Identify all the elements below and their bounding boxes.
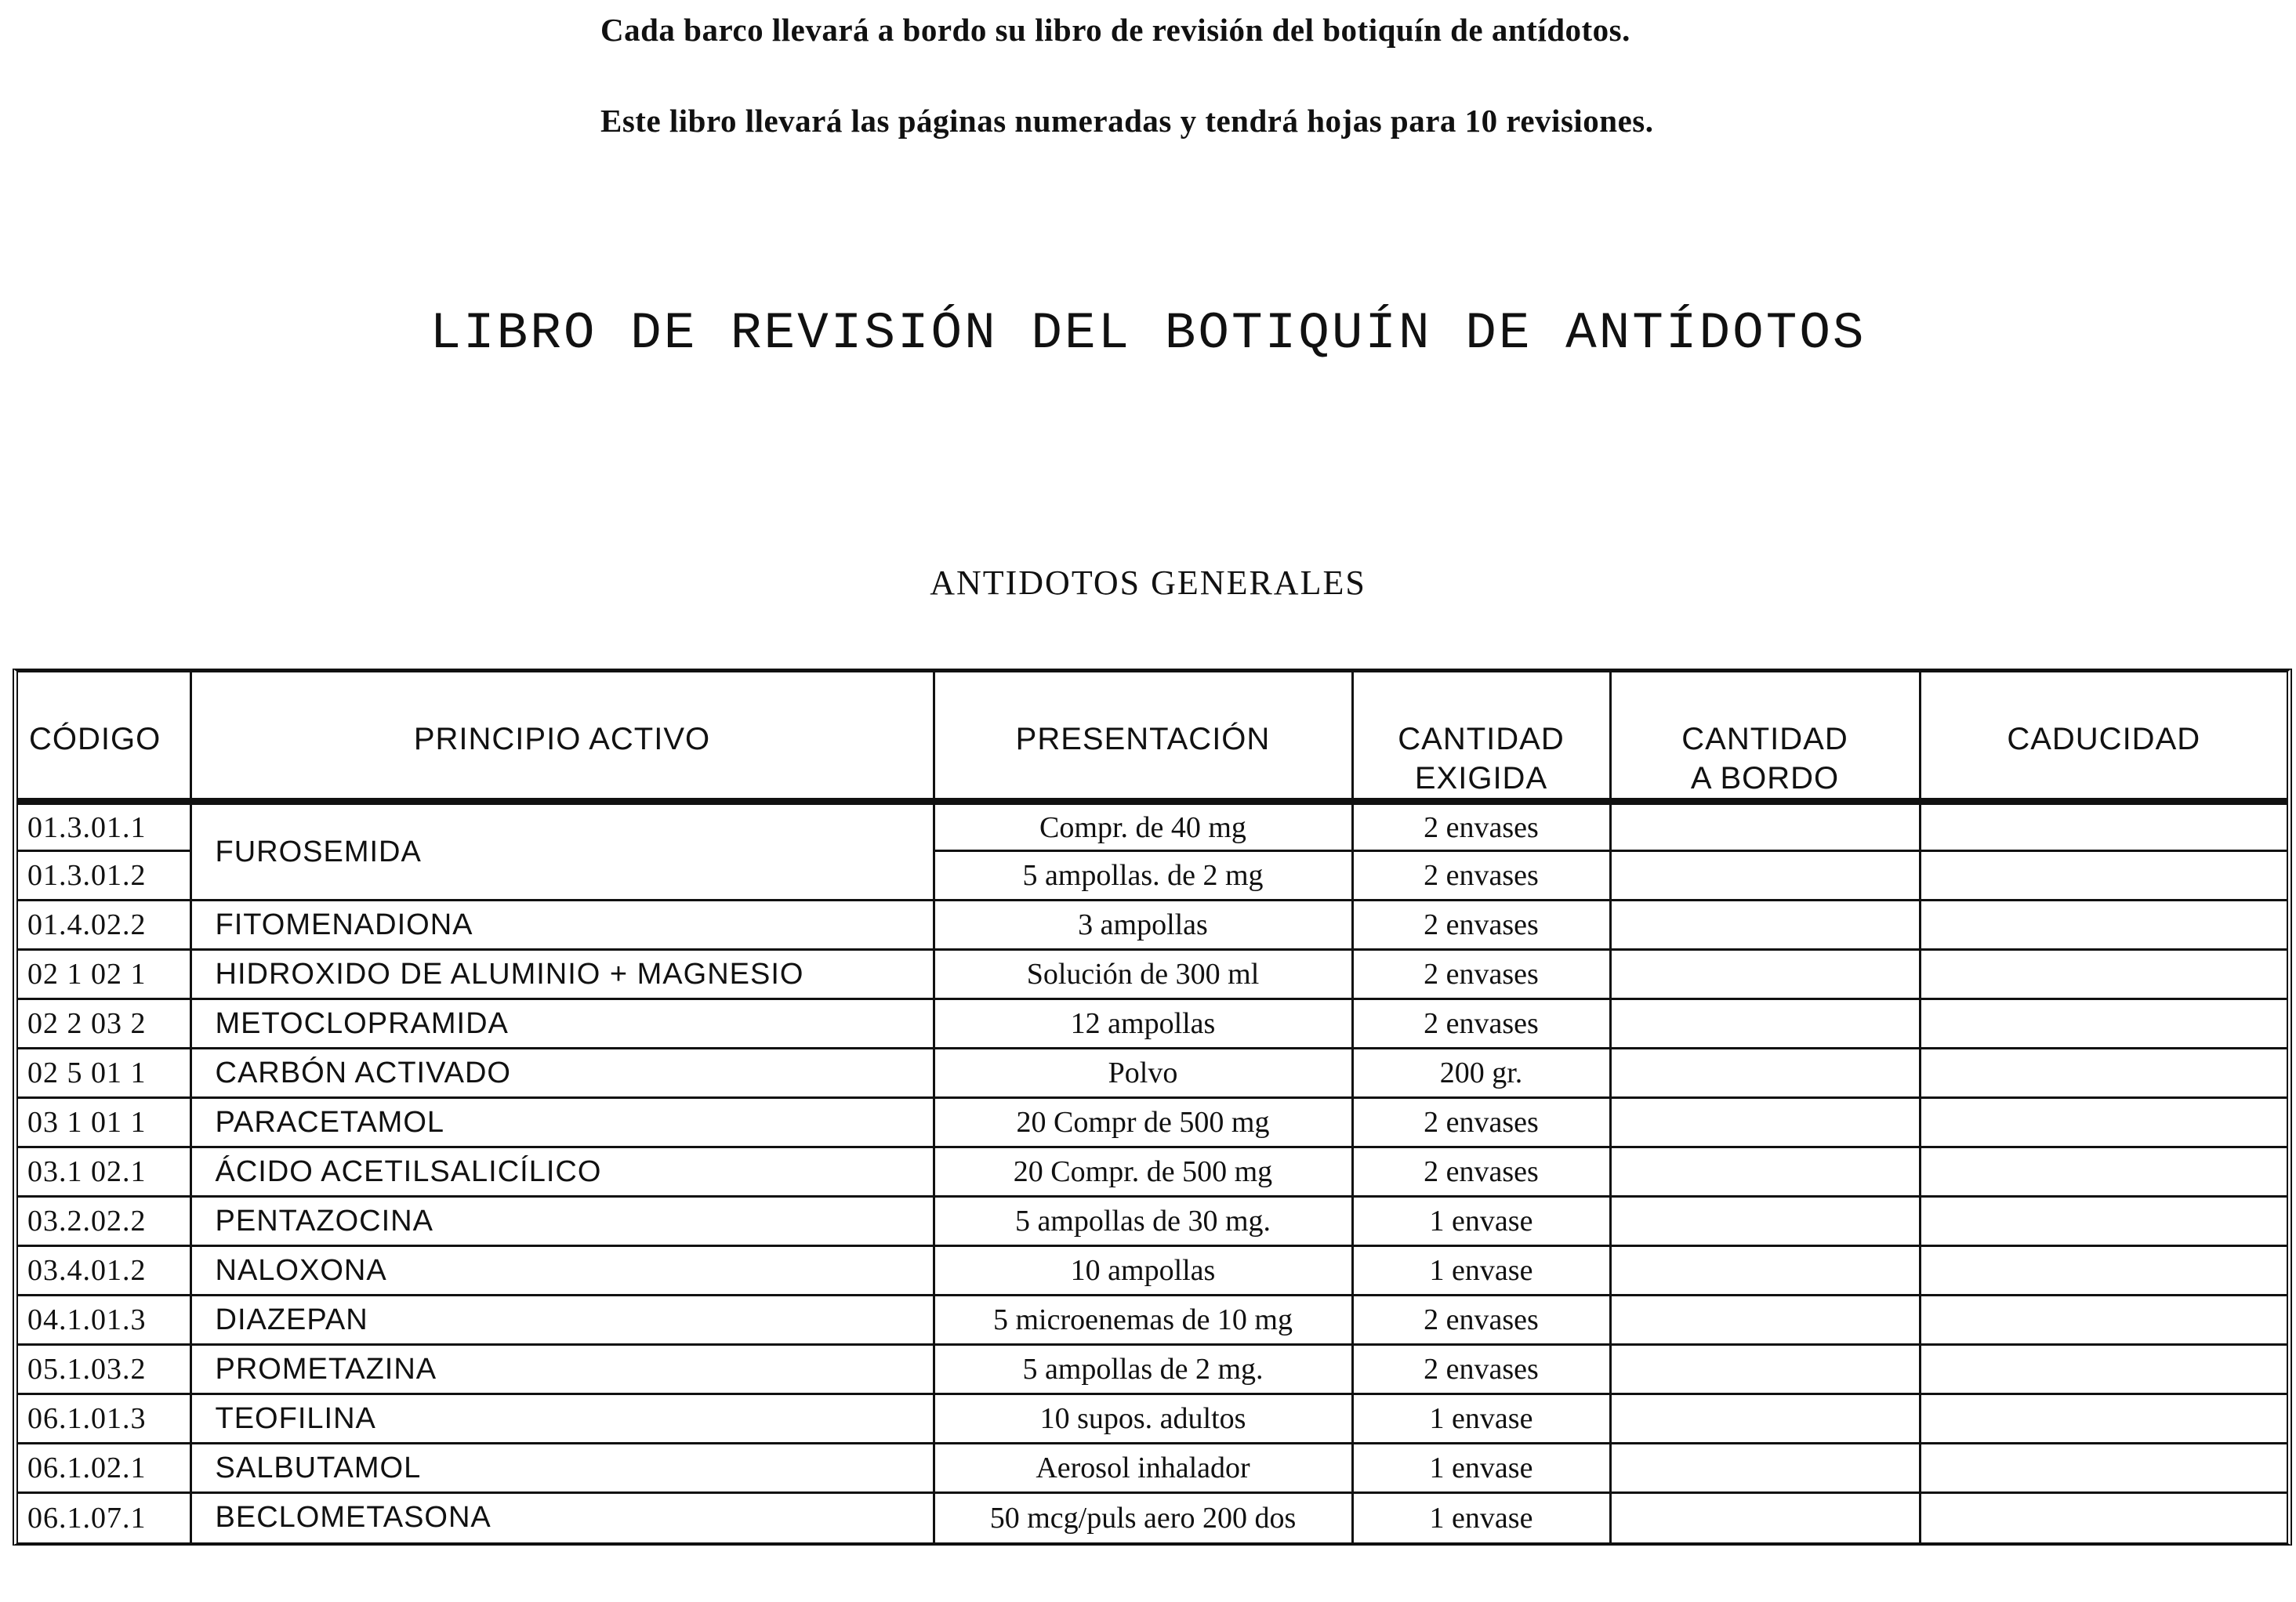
cell-principio-activo: METOCLOPRAMIDA [190,999,934,1049]
cell-cantidad-exigida: 1 envase [1352,1493,1610,1542]
cell-caducidad[interactable] [1920,1147,2287,1197]
cell-principio-activo: FITOMENADIONA [190,901,934,950]
table-row [18,1394,2287,1444]
page-title: LIBRO DE REVISIÓN DEL BOTIQUÍN DE ANTÍDOTOS [430,304,1866,363]
cell-caducidad[interactable] [1920,901,2287,950]
cell-principio-activo: CARBÓN ACTIVADO [190,1049,934,1098]
header-cantidad-exigida-line2: EXIGIDA [1414,761,1548,796]
cell-caducidad[interactable] [1920,802,2287,851]
cell-principio-activo: PROMETAZINA [190,1345,934,1394]
table-row [18,1444,2287,1493]
cell-cantidad-exigida: 2 envases [1352,1296,1610,1345]
table-row [18,1147,2287,1197]
cell-presentacion: 12 ampollas [934,999,1352,1049]
cell-codigo: 03.2.02.2 [18,1197,190,1246]
cell-principio-activo: FUROSEMIDA [190,802,934,901]
cell-presentacion: 3 ampollas [934,901,1352,950]
cell-codigo: 06.1.07.1 [18,1493,190,1542]
cell-principio-activo: NALOXONA [190,1246,934,1296]
cell-cantidad-a-bordo[interactable] [1610,1246,1920,1296]
cell-cantidad-exigida: 1 envase [1352,1394,1610,1444]
table-row [18,1345,2287,1394]
cell-caducidad[interactable] [1920,1444,2287,1493]
cell-caducidad[interactable] [1920,999,2287,1049]
cell-cantidad-exigida: 200 gr. [1352,1049,1610,1098]
header-cantidad-exigida [1352,672,1610,802]
cell-principio-activo: ÁCIDO ACETILSALICÍLICO [190,1147,934,1197]
cell-presentacion: Solución de 300 ml [934,950,1352,999]
cell-cantidad-a-bordo[interactable] [1610,901,1920,950]
cell-principio-activo: SALBUTAMOL [190,1444,934,1493]
header-cantidad-a-bordo [1610,672,1920,802]
cell-cantidad-a-bordo[interactable] [1610,1296,1920,1345]
table-row [18,1246,2287,1296]
cell-caducidad[interactable] [1920,1246,2287,1296]
cell-cantidad-a-bordo[interactable] [1610,999,1920,1049]
cell-cantidad-exigida: 1 envase [1352,1246,1610,1296]
cell-cantidad-a-bordo[interactable] [1610,851,1920,901]
cell-codigo: 04.1.01.3 [18,1296,190,1345]
cell-presentacion: Polvo [934,1049,1352,1098]
cell-presentacion: 20 Compr. de 500 mg [934,1147,1352,1197]
cell-cantidad-a-bordo[interactable] [1610,1098,1920,1147]
cell-principio-activo: PENTAZOCINA [190,1197,934,1246]
cell-caducidad[interactable] [1920,950,2287,999]
cell-cantidad-a-bordo[interactable] [1610,1345,1920,1394]
table-row [18,999,2287,1049]
cell-cantidad-exigida: 2 envases [1352,802,1610,851]
cell-cantidad-exigida: 1 envase [1352,1444,1610,1493]
cell-caducidad[interactable] [1920,1345,2287,1394]
cell-cantidad-exigida: 2 envases [1352,851,1610,901]
header-cantidad-a-bordo-line1: CANTIDAD [1681,722,1848,756]
cell-codigo: 03.1 02.1 [18,1147,190,1197]
cell-codigo: 03.4.01.2 [18,1246,190,1296]
cell-principio-activo: PARACETAMOL [190,1098,934,1147]
cell-cantidad-a-bordo[interactable] [1610,1197,1920,1246]
header-codigo: CÓDIGO [18,672,190,802]
cell-codigo: 01.3.01.1 [18,802,190,851]
cell-presentacion: 5 microenemas de 10 mg [934,1296,1352,1345]
cell-caducidad[interactable] [1920,1296,2287,1345]
cell-cantidad-exigida: 2 envases [1352,1098,1610,1147]
cell-codigo: 02 5 01 1 [18,1049,190,1098]
cell-presentacion: Aerosol inhalador [934,1444,1352,1493]
cell-codigo: 06.1.02.1 [18,1444,190,1493]
cell-presentacion: 5 ampollas de 2 mg. [934,1345,1352,1394]
cell-cantidad-a-bordo[interactable] [1610,950,1920,999]
cell-cantidad-a-bordo[interactable] [1610,802,1920,851]
cell-cantidad-a-bordo[interactable] [1610,1394,1920,1444]
cell-caducidad[interactable] [1920,851,2287,901]
cell-cantidad-exigida: 1 envase [1352,1197,1610,1246]
header-cantidad-exigida-line1: CANTIDAD [1398,722,1565,756]
header-cantidad-a-bordo-line2: A BORDO [1690,761,1840,796]
cell-presentacion: 5 ampollas de 30 mg. [934,1197,1352,1246]
cell-cantidad-exigida: 2 envases [1352,1345,1610,1394]
cell-cantidad-exigida: 2 envases [1352,901,1610,950]
cell-codigo: 03 1 01 1 [18,1098,190,1147]
table-header-row [18,672,2287,802]
cell-principio-activo: HIDROXIDO DE ALUMINIO + MAGNESIO [190,950,934,999]
cell-cantidad-exigida: 2 envases [1352,999,1610,1049]
table-row [18,1296,2287,1345]
table-row [18,1049,2287,1098]
intro-paragraph-2: Este libro llevará las páginas numeradas y tendrá hojas para 10 revisiones. [600,103,1654,139]
header-caducidad: CADUCIDAD [1920,672,2287,802]
cell-cantidad-a-bordo[interactable] [1610,1049,1920,1098]
section-title: ANTIDOTOS GENERALES [930,564,1366,602]
header-principio-activo: PRINCIPIO ACTIVO [190,672,934,802]
cell-presentacion: 10 supos. adultos [934,1394,1352,1444]
cell-cantidad-exigida: 2 envases [1352,1147,1610,1197]
cell-codigo: 02 1 02 1 [18,950,190,999]
cell-caducidad[interactable] [1920,1098,2287,1147]
table-row [18,950,2287,999]
cell-cantidad-a-bordo[interactable] [1610,1147,1920,1197]
table-row [18,802,2287,851]
cell-cantidad-a-bordo[interactable] [1610,1444,1920,1493]
table-row [18,901,2287,950]
cell-caducidad[interactable] [1920,1493,2287,1542]
cell-codigo: 05.1.03.2 [18,1345,190,1394]
cell-codigo: 06.1.01.3 [18,1394,190,1444]
cell-presentacion: Compr. de 40 mg [934,802,1352,851]
cell-cantidad-exigida: 2 envases [1352,950,1610,999]
table-row [18,1197,2287,1246]
cell-presentacion: 10 ampollas [934,1246,1352,1296]
cell-codigo: 01.3.01.2 [18,851,190,901]
cell-codigo: 01.4.02.2 [18,901,190,950]
cell-presentacion: 50 mcg/puls aero 200 dos [934,1493,1352,1542]
cell-principio-activo: BECLOMETASONA [190,1493,934,1542]
cell-caducidad[interactable] [1920,1394,2287,1444]
cell-presentacion: 5 ampollas. de 2 mg [934,851,1352,901]
intro-paragraph-1: Cada barco llevará a bordo su libro de revisión del botiquín de antídotos. [600,12,1630,48]
antidotes-table [18,672,2287,1542]
header-presentacion: PRESENTACIÓN [934,672,1352,802]
cell-principio-activo: DIAZEPAN [190,1296,934,1345]
table-row [18,1098,2287,1147]
antidotes-table-frame [13,669,2292,1546]
cell-caducidad[interactable] [1920,1197,2287,1246]
cell-cantidad-a-bordo[interactable] [1610,1493,1920,1542]
table-row [18,1493,2287,1542]
cell-codigo: 02 2 03 2 [18,999,190,1049]
cell-principio-activo: TEOFILINA [190,1394,934,1444]
cell-caducidad[interactable] [1920,1049,2287,1098]
cell-presentacion: 20 Compr de 500 mg [934,1098,1352,1147]
